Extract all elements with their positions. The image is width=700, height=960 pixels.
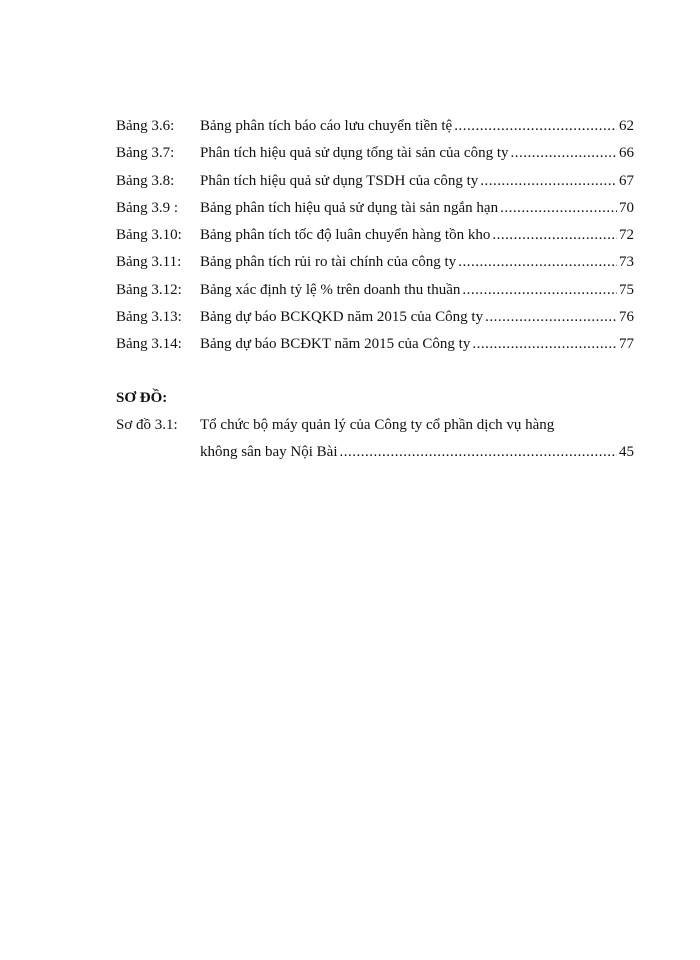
toc-entry[interactable] [116,304,634,331]
entry-label: Bảng 3.11: [116,254,182,271]
entry-page: 76 [619,308,634,325]
entry-label: Sơ đồ 3.1: [116,417,178,433]
dot-leader [454,113,617,140]
entry-page: 77 [619,336,634,352]
dot-leader [492,222,617,249]
entry-title: Phân tích hiệu quả sử dụng tổng tài sản của công ty [200,145,509,162]
entry-title-line2: không sân bay Nội Bài [200,444,338,461]
entry-title: Bảng phân tích hiệu quả sử dụng tài sản ngắn hạn [200,199,499,216]
entry-label: Bảng 3.9 : [116,199,179,216]
entry-title: Bảng dự báo BCĐKT năm 2015 của Công ty [200,336,471,352]
toc-entry[interactable] [116,168,634,195]
entry-label: Bảng 3.12: [116,281,182,298]
entry-label: Bảng 3.14: [116,336,182,352]
diagram-entry[interactable] [116,412,634,467]
entry-title: Bảng phân tích báo cáo lưu chuyển tiền tệ [200,118,453,134]
toc-entry[interactable] [116,222,634,249]
entry-title: Phân tích hiệu quả sử dụng TSDH của công ty [200,172,479,189]
entry-label: Bảng 3.7: [116,145,175,162]
toc-entry[interactable] [116,331,634,358]
toc-entry[interactable] [116,140,634,167]
entry-label: Bảng 3.13: [116,308,182,325]
dot-leader [472,331,617,358]
entry-page: 70 [619,199,634,216]
toc-entry[interactable] [116,277,634,304]
toc-entry[interactable] [116,249,634,276]
entry-page: 75 [619,281,634,298]
entry-label: Bảng 3.8: [116,172,175,189]
dot-leader [339,439,617,466]
entry-page: 67 [619,172,634,189]
entry-page: 45 [619,444,634,461]
entry-page: 73 [619,254,634,271]
entry-title: Bảng phân tích rủi ro tài chính của công ty [200,254,457,271]
entry-label: Bảng 3.10: [116,227,182,243]
entry-page: 62 [619,118,634,134]
dot-leader [480,168,617,195]
dot-leader [485,304,617,331]
entry-title: Bảng xác định tỷ lệ % trên doanh thu thuần [200,281,461,298]
dot-leader [458,249,617,276]
entry-title-line1: Tổ chức bộ máy quản lý của Công ty cổ phần dịch vụ hàng [200,417,555,433]
table-list [116,113,634,358]
entry-page: 66 [619,145,634,162]
entry-label: Bảng 3.6: [116,118,175,134]
dot-leader [500,195,617,222]
entry-title: Bảng phân tích tốc độ luân chuyển hàng tồn kho [200,227,491,243]
toc-entry[interactable] [116,195,634,222]
entry-title: Bảng dự báo BCKQKD năm 2015 của Công ty [200,308,484,325]
toc-entry[interactable] [116,113,634,140]
entry-page: 72 [619,227,634,243]
dot-leader [511,140,618,167]
dot-leader [462,277,617,304]
diagrams-heading: SƠ ĐỒ: [116,390,168,406]
